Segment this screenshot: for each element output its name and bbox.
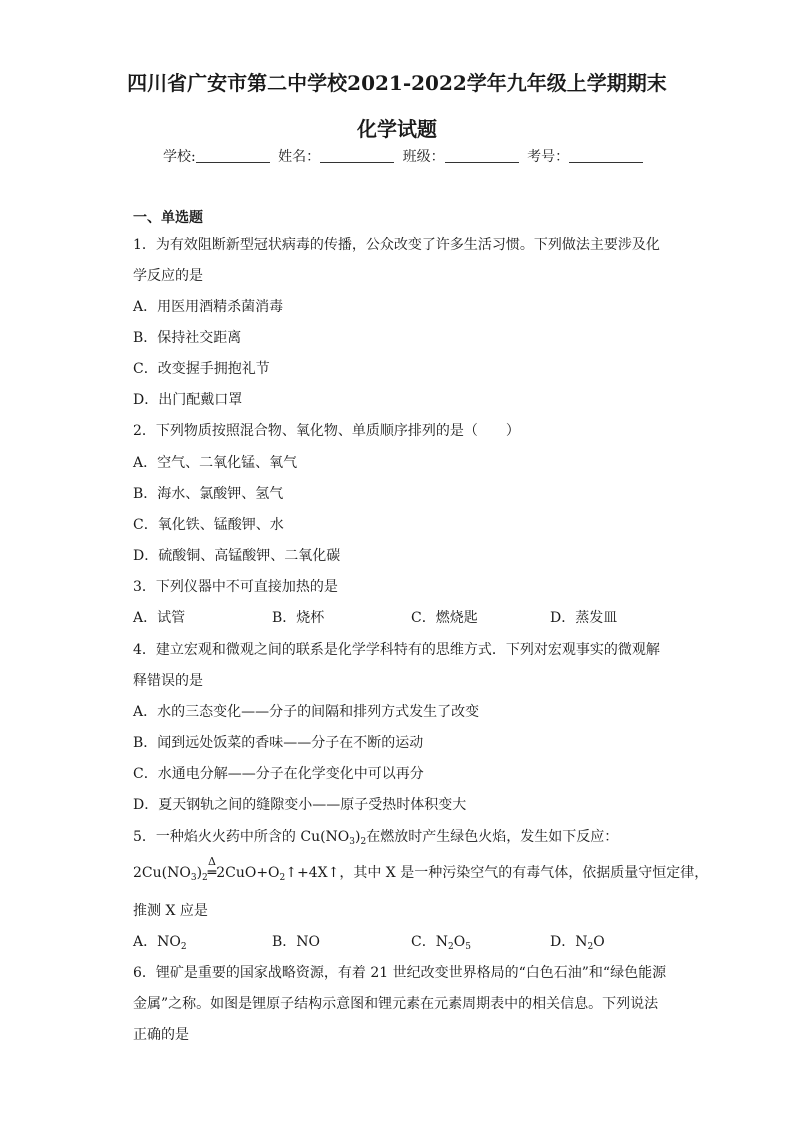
- q2-option-c: C．氧化铁、锰酸钾、水: [133, 517, 284, 533]
- q5-equation-line: $2Cu(NO_3)_2$ Δ $═2CuO+O_2↑+4X↑$，其中 X 是一种污染空气的有毒气体，依据质量守恒定律，: [133, 855, 709, 883]
- q2-option-a: A．空气、二氧化锰、氧气: [133, 455, 298, 471]
- q4-stem-line1: 4．建立宏观和微观之间的联系是化学学科特有的思维方式．下列对宏观事实的微观解: [133, 642, 660, 658]
- q5-option-d: D．$N_2O$: [550, 934, 605, 952]
- delta-symbol: Δ: [208, 855, 216, 868]
- q6-stem-line2: 金属”之称。如图是锂原子结构示意图和锂元素在元素周期表中的相关信息。下列说法: [133, 996, 659, 1012]
- q3-option-c: C．燃烧匙: [411, 610, 478, 626]
- class-label: 班级：: [402, 149, 445, 165]
- q1-option-a: A．用医用酒精杀菌消毒: [133, 299, 284, 315]
- student-info-row: [163, 146, 647, 166]
- q3-option-b: B．烧杯: [272, 610, 325, 626]
- number-blank[interactable]: [569, 148, 643, 163]
- q1-option-b: B．保持社交距离: [133, 330, 242, 346]
- q4-stem-line2: 释错误的是: [133, 673, 203, 689]
- q3-option-d: D．蒸发皿: [550, 610, 618, 626]
- heating-condition: Δ ═: [207, 855, 217, 881]
- section-title: 一、单选题: [133, 210, 203, 226]
- q3-stem: 3．下列仪器中不可直接加热的是: [133, 579, 338, 595]
- q5-option-b: B．NO: [272, 934, 321, 950]
- class-blank[interactable]: [445, 148, 519, 163]
- name-blank[interactable]: [320, 148, 394, 163]
- q5-option-c: C．$N_2O_5$: [411, 934, 471, 952]
- q3-options: [133, 607, 617, 627]
- q1-stem-line1: 1．为有效阻断新型冠状病毒的传播，公众改变了许多生活习惯。下列做法主要涉及化: [133, 237, 660, 253]
- q5-options: [133, 931, 605, 951]
- q6-stem-line3: 正确的是: [133, 1027, 189, 1043]
- q2-stem: 2．下列物质按照混合物、氧化物、单质顺序排列的是（ ）: [133, 423, 520, 439]
- school-blank[interactable]: [196, 148, 270, 163]
- name-label: 姓名：: [278, 149, 321, 165]
- q5-stem-line1: 5．一种焰火火药中所含的 $Cu(NO_3)_2$在燃放时产生绿色火焰，发生如下反应：: [133, 829, 619, 847]
- q5-stem-line3: 推测 X 应是: [133, 903, 208, 919]
- q1-option-c: C．改变握手拥抱礼节: [133, 361, 270, 377]
- q4-option-c: C．水通电分解——分子在化学变化中可以再分: [133, 766, 424, 782]
- q2-option-d: D．硫酸铜、高锰酸钾、二氧化碳: [133, 548, 341, 564]
- exam-title-line1: 四川省广安市第二中学校2021-2022学年九年级上学期期末: [127, 71, 667, 95]
- q1-option-d: D．出门配戴口罩: [133, 392, 243, 408]
- q1-stem-line2: 学反应的是: [133, 268, 203, 284]
- q4-option-b: B．闻到远处饭菜的香味——分子在不断的运动: [133, 735, 424, 751]
- q2-option-b: B．海水、氯酸钾、氢气: [133, 486, 284, 502]
- q3-option-a: A．试管: [133, 610, 186, 626]
- exam-title-line2: 化学试题: [357, 117, 437, 141]
- q4-option-d: D．夏天钢轨之间的缝隙变小——原子受热时体积变大: [133, 797, 467, 813]
- q4-option-a: A．水的三态变化——分子的间隔和排列方式发生了改变: [133, 704, 480, 720]
- number-label: 考号：: [527, 149, 570, 165]
- q5-option-a: A．$NO_2$: [133, 934, 187, 952]
- q6-stem-line1: 6．锂矿是重要的国家战略资源，有着 21 世纪改变世界格局的“白色石油”和“绿色能源: [133, 965, 667, 981]
- school-label: 学校:: [163, 149, 196, 165]
